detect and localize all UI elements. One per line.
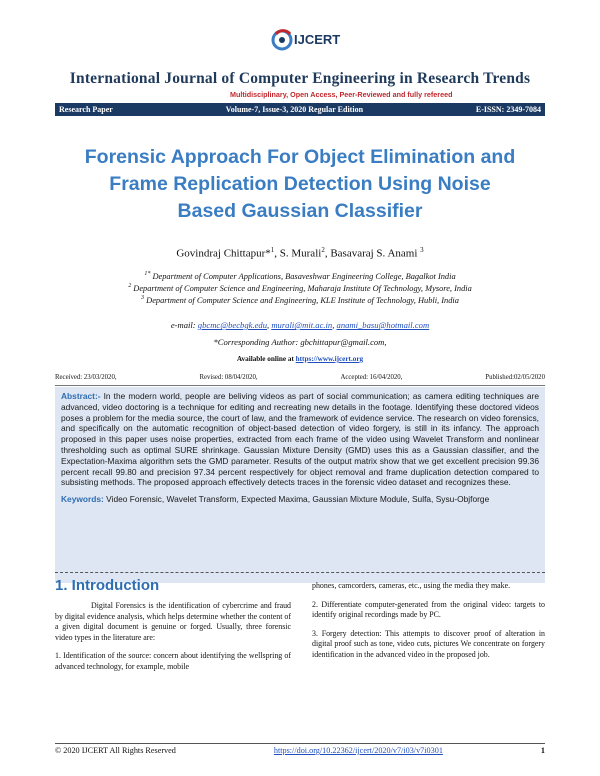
email-link[interactable]: murali@mit.ac.in (271, 320, 333, 330)
paper-type: Research Paper (59, 105, 113, 114)
available-online: Available online at https://www.ijcert.org (236, 355, 364, 363)
accepted-date: Accepted: 16/04/2020, (340, 374, 403, 381)
title-line: Frame Replication Detection Using Noise (109, 173, 491, 195)
title-line: Forensic Approach For Object Elimination and (84, 146, 516, 168)
paragraph: 2. Differentiate computer-generated from the original video: targets to identify original recordings made by PC. (312, 599, 545, 620)
email-line: e-mail: gbcmc@becbgk.edu, murali@mit.ac.in, anami_basu@hotmail.com (170, 320, 430, 330)
website-link[interactable]: https://www.ijcert.org (295, 355, 364, 363)
copyright: © 2020 IJCERT All Rights Reserved (55, 746, 176, 755)
page-footer (55, 746, 545, 755)
journal-title: International Journal of Computer Engineering in Research Trends (69, 70, 531, 87)
divider (55, 385, 545, 386)
author-sup: 3 (420, 246, 424, 254)
dashed-divider (55, 572, 545, 573)
author-sup: 2 (321, 246, 325, 254)
left-column (55, 601, 291, 681)
published-date: Published:02/05/2020 (485, 374, 545, 381)
volume-info: Volume-7, Issue-3, 2020 Regular Edition (225, 105, 364, 114)
author-name: , S. Murali (274, 247, 322, 260)
issue-bar (55, 103, 545, 116)
keywords: Keywords: Video Forensic, Wavelet Transform, Expected Maxima, Gaussian Mixture Module, Sulfa, Sysu-Objforge (61, 494, 490, 505)
section-heading: 1. Introduction (55, 577, 160, 594)
corresponding-author: *Corresponding Author: gbchittapur@gmail.com, (213, 337, 387, 347)
journal-logo (270, 22, 350, 66)
email-link[interactable]: gbcmc@becbgk.edu (197, 320, 268, 330)
author-sup: 1 (270, 246, 275, 254)
affiliation: $^{1*}$ Department of Computer Applications, Basaveshwar Engineering College, Bagalkot India (144, 271, 456, 281)
received-date: Received: 23/03/2020, (55, 374, 117, 381)
title-line: Based Gaussian Classifier (177, 200, 423, 222)
dates-row (55, 374, 545, 381)
right-column (312, 581, 545, 669)
issn: E-ISSN: 2349-7084 (475, 105, 541, 114)
abstract-text: Abstract:- In the modern world, people are beliving videos as part of social communication; as camera editing techniques are advanced, video doctoring is a technique for editing and recreating new details in the footage. Identifying these doctored videos poses a problem for the media source, the court of law, and the framework of evidence service. The research on video forensics, and specifically on the automatic recognition of object-based detection of video forgery, is still in its infancy. The approach proposed in this paper uses noise properties, extracted from each frame of the video using Wavelet Transform and nonlinear thresholding such as optimal SURE shrinkage. Gaussian Mixture Density (GMD) uses this as a Gaussian classifier, and the Expectation-Maxima algorithm sets the GMD parameter. Results of the output matrix show that we get excellent precision 99.36 percent recall 99.80 and precision 97.34 percent respectively for object removal and frame duplication detection compared to subsisting methods. The proposed approach effectively detects traces in the forensic video dataset and recognizes these. (61, 391, 539, 488)
author-list (0, 246, 600, 260)
paragraph: 1. Identification of the source: concern about identifying the wellspring of advanced technology, for example, mobile (55, 651, 291, 671)
paragraph: 3. Forgery detection: This attempts to discover proof of alteration in digital proof such as tone, video cuts, pictures We concentrate on forgery identification in the advanced video in the proposed job. (312, 628, 545, 659)
revised-date: Revised: 08/04/2020, (199, 374, 258, 381)
abstract-box (55, 387, 545, 583)
logo-text: IJCERT (294, 32, 341, 47)
journal-tagline: Multidisciplinary, Open Access, Peer-Reviewed and fully refereed (230, 90, 453, 99)
doi-link[interactable]: https://doi.org/10.22362/ijcert/2020/v7/i03/v7i0301 (273, 746, 443, 755)
paragraph: Digital Forensics is the identification of cybercrime and fraud by digital evidence analysis, which helps determine whether the content of a given digital document is genuine or forged. Usually, three forensic video types in the literature are: (55, 601, 291, 642)
paper-title (40, 144, 560, 225)
page-number: 1 (540, 746, 545, 755)
email-link[interactable]: anami_basu@hotmail.com (336, 320, 430, 330)
author-name: Govindraj Chittapur* (176, 247, 271, 260)
author-name: , Basavaraj S. Anami (324, 247, 421, 260)
footer-divider (55, 743, 545, 744)
affiliation: $^2$ Department of Computer Science and Engineering, Maharaja Institute Of Technology, Mysore, India (128, 283, 472, 293)
affiliation: $^3$ Department of Computer Science and Engineering, KLE Institute of Technology, Hubli, India (141, 295, 459, 305)
paragraph: phones, camcorders, cameras, etc., using the media they make. (312, 581, 511, 590)
